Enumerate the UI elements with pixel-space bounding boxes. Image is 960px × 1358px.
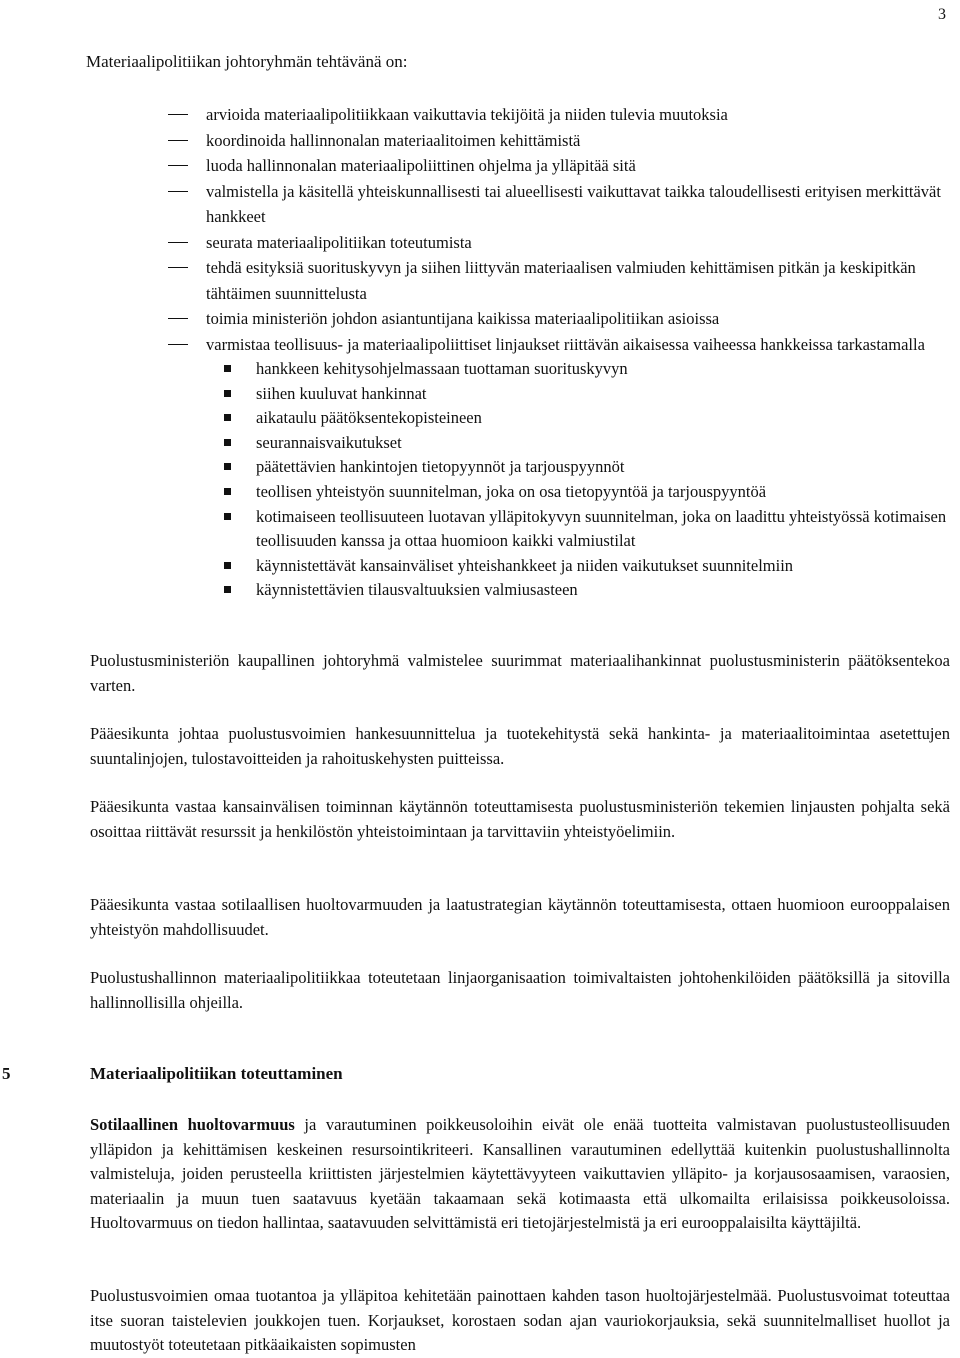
dash-bullet-icon xyxy=(168,267,188,268)
list-item: käynnistettävät kansainväliset yhteishankkeet ja niiden vaikutukset suunnitelmiin xyxy=(206,554,948,579)
section-title: Materiaalipolitiikan toteuttaminen xyxy=(90,1064,343,1083)
subitem-list xyxy=(206,357,948,603)
paragraph: Pääesikunta vastaa sotilaallisen huoltovarmuuden ja laatustrategian käytännön toteuttamisesta, ottaen huomioon eurooppalaisen yhteistyön mahdollisuudet. xyxy=(90,895,950,939)
list-item: toimia ministeriön johdon asiantuntijana kaikissa materiaalipolitiikan asioissa xyxy=(168,306,948,332)
dash-bullet-icon xyxy=(168,318,188,319)
paragraph: Pääesikunta vastaa kansainvälisen toiminnan käytännön toteuttamisesta puolustusministeriön tekemien linjausten pohjalta sekä osoittaa riittävät resurssit ja henkilöstön yhteistoimintaan ja tarvittaviin yhteistyöelimiin. xyxy=(90,797,950,841)
list-item: hankkeen kehitysohjelmassaan tuottaman suorituskyvyn xyxy=(206,357,948,382)
square-bullet-icon xyxy=(224,439,231,446)
list-item: koordinoida hallinnonalan materiaalitoimen kehittämistä xyxy=(168,128,948,154)
dash-bullet-icon xyxy=(168,344,188,345)
square-bullet-icon xyxy=(224,562,231,569)
paragraph: Puolustushallinnon materiaalipolitiikkaa toteutetaan linjaorganisaation toimivaltaisten johtohenkilöiden päätöksillä ja sitovilla hallinnollisilla ohjeilla. xyxy=(90,968,950,1012)
square-bullet-icon xyxy=(224,365,231,372)
intro-heading: Materiaalipolitiikan johtoryhmän tehtävänä on: xyxy=(86,52,408,71)
dash-bullet-icon xyxy=(168,140,188,141)
section-paragraph: Puolustusvoimien omaa tuotantoa ja ylläpitoa kehitetään painottaen kahden tason huoltojärjestelmää. Puolustusvoimat toteuttaa itse suoran taistelevien joukkojen tuen. Korjaukset, korostaen sodan ajan vauriokorjauksia, sekä suunnitelmalliset huollot ja muutostyöt toteutetaan pitkäaikaisten sopimusten xyxy=(90,1286,950,1354)
list-item: valmistella ja käsitellä yhteiskunnallisesti tai alueellisesti vaikuttavat taikka taloudellisesti erityisen merkittävät hankkeet xyxy=(168,179,948,230)
list-item: varmistaa teollisuus- ja materiaalipoliittiset linjaukset riittävän aikaisessa vaiheessa hankkeissa tarkastamalla hankkeen kehitysohjelmassaan tuottaman suorituskyvyn siihen kuuluvat hankinnat aikataulu päätöksentekopisteineen seurannaisvaikutukset päätettävien hankintojen tietopyynnöt ja tarjouspyynnöt teollisen yhteistyön suunnitelman, joka on osa tietopyyntöä ja tarjouspyyntöä kotimaiseen teollisuuteen luotavan ylläpitokyvyn suunnitelman, joka on laadittu yhteistyössä kotimaisen teollisuuden kanssa ja ottaa huomioon kaikki valmiustilat käynnistettävät kansainväliset yhteishankkeet ja niiden vaikutukset suunnitelmiin käynnistettävien tilausvaltuuksien valmiusasteen xyxy=(168,332,948,603)
list-item: tehdä esityksiä suorituskyvyn ja siihen liittyvän materiaalisen valmiuden kehittämisen pitkän ja keskipitkän tähtäimen suunnittelusta xyxy=(168,255,948,306)
square-bullet-icon xyxy=(224,513,231,520)
square-bullet-icon xyxy=(224,414,231,421)
list-item: kotimaiseen teollisuuteen luotavan ylläpitokyvyn suunnitelman, joka on laadittu yhteistyössä kotimaisen teollisuuden kanssa ja ottaa huomioon kaikki valmiustilat xyxy=(206,505,948,554)
paragraph: Puolustusministeriön kaupallinen johtoryhmä valmistelee suurimmat materiaalihankinnat puolustusministerin päätöksentekoa varten. xyxy=(90,651,950,695)
list-item: käynnistettävien tilausvaltuuksien valmiusasteen xyxy=(206,578,948,603)
square-bullet-icon xyxy=(224,390,231,397)
task-list xyxy=(168,102,948,603)
dash-bullet-icon xyxy=(168,114,188,115)
list-item: arvioida materiaalipolitiikkaan vaikuttavia tekijöitä ja niiden tulevia muutoksia xyxy=(168,102,948,128)
section-paragraph: Sotilaallinen huoltovarmuus ja varautuminen poikkeusoloihin eivät ole enää tuotteita valmistavan puolustusteollisuuden ylläpidon ja kehittämisen keskeinen resursointikriteeri. Kansallinen varautuminen edellyttää kuitenkin puolustushallinnolta valmisteluja, joiden perusteella kriittisten järjestelmien käytettävyyteen vaikuttavien ylläpito- ja korjausosaamisen, varaosien, materiaalin ja muun tuen saatavuus kyetään takaamaan sekä kotimaasta että ulkomailta erilaisissa poikkeusoloissa. Huoltovarmuus on tiedon hallintaa, saatavuuden selvittämistä eri tietojärjestelmistä ja eri eurooppalaisilta käyttäjiltä. xyxy=(90,1115,950,1232)
list-item: seurannaisvaikutukset xyxy=(206,431,948,456)
list-item: seurata materiaalipolitiikan toteutumista xyxy=(168,230,948,256)
page-number: 3 xyxy=(938,6,946,23)
list-item: teollisen yhteistyön suunnitelman, joka on osa tietopyyntöä ja tarjouspyyntöä xyxy=(206,480,948,505)
list-item: siihen kuuluvat hankinnat xyxy=(206,382,948,407)
square-bullet-icon xyxy=(224,463,231,470)
dash-bullet-icon xyxy=(168,191,188,192)
list-item: aikataulu päätöksentekopisteineen xyxy=(206,406,948,431)
list-item: luoda hallinnonalan materiaalipoliittinen ohjelma ja ylläpitää sitä xyxy=(168,153,948,179)
list-item: päätettävien hankintojen tietopyynnöt ja tarjouspyynnöt xyxy=(206,455,948,480)
dash-bullet-icon xyxy=(168,165,188,166)
section-number: 5 xyxy=(2,1064,11,1083)
bold-term: Sotilaallinen huoltovarmuus xyxy=(90,1115,295,1134)
dash-bullet-icon xyxy=(168,242,188,243)
paragraph: Pääesikunta johtaa puolustusvoimien hankesuunnittelua ja tuotekehitystä sekä hankinta- ja materiaalitoimintaa asetettujen suuntalinjojen, tulostavoitteiden ja rahoituskehysten puitteissa. xyxy=(90,724,950,768)
square-bullet-icon xyxy=(224,586,231,593)
square-bullet-icon xyxy=(224,488,231,495)
